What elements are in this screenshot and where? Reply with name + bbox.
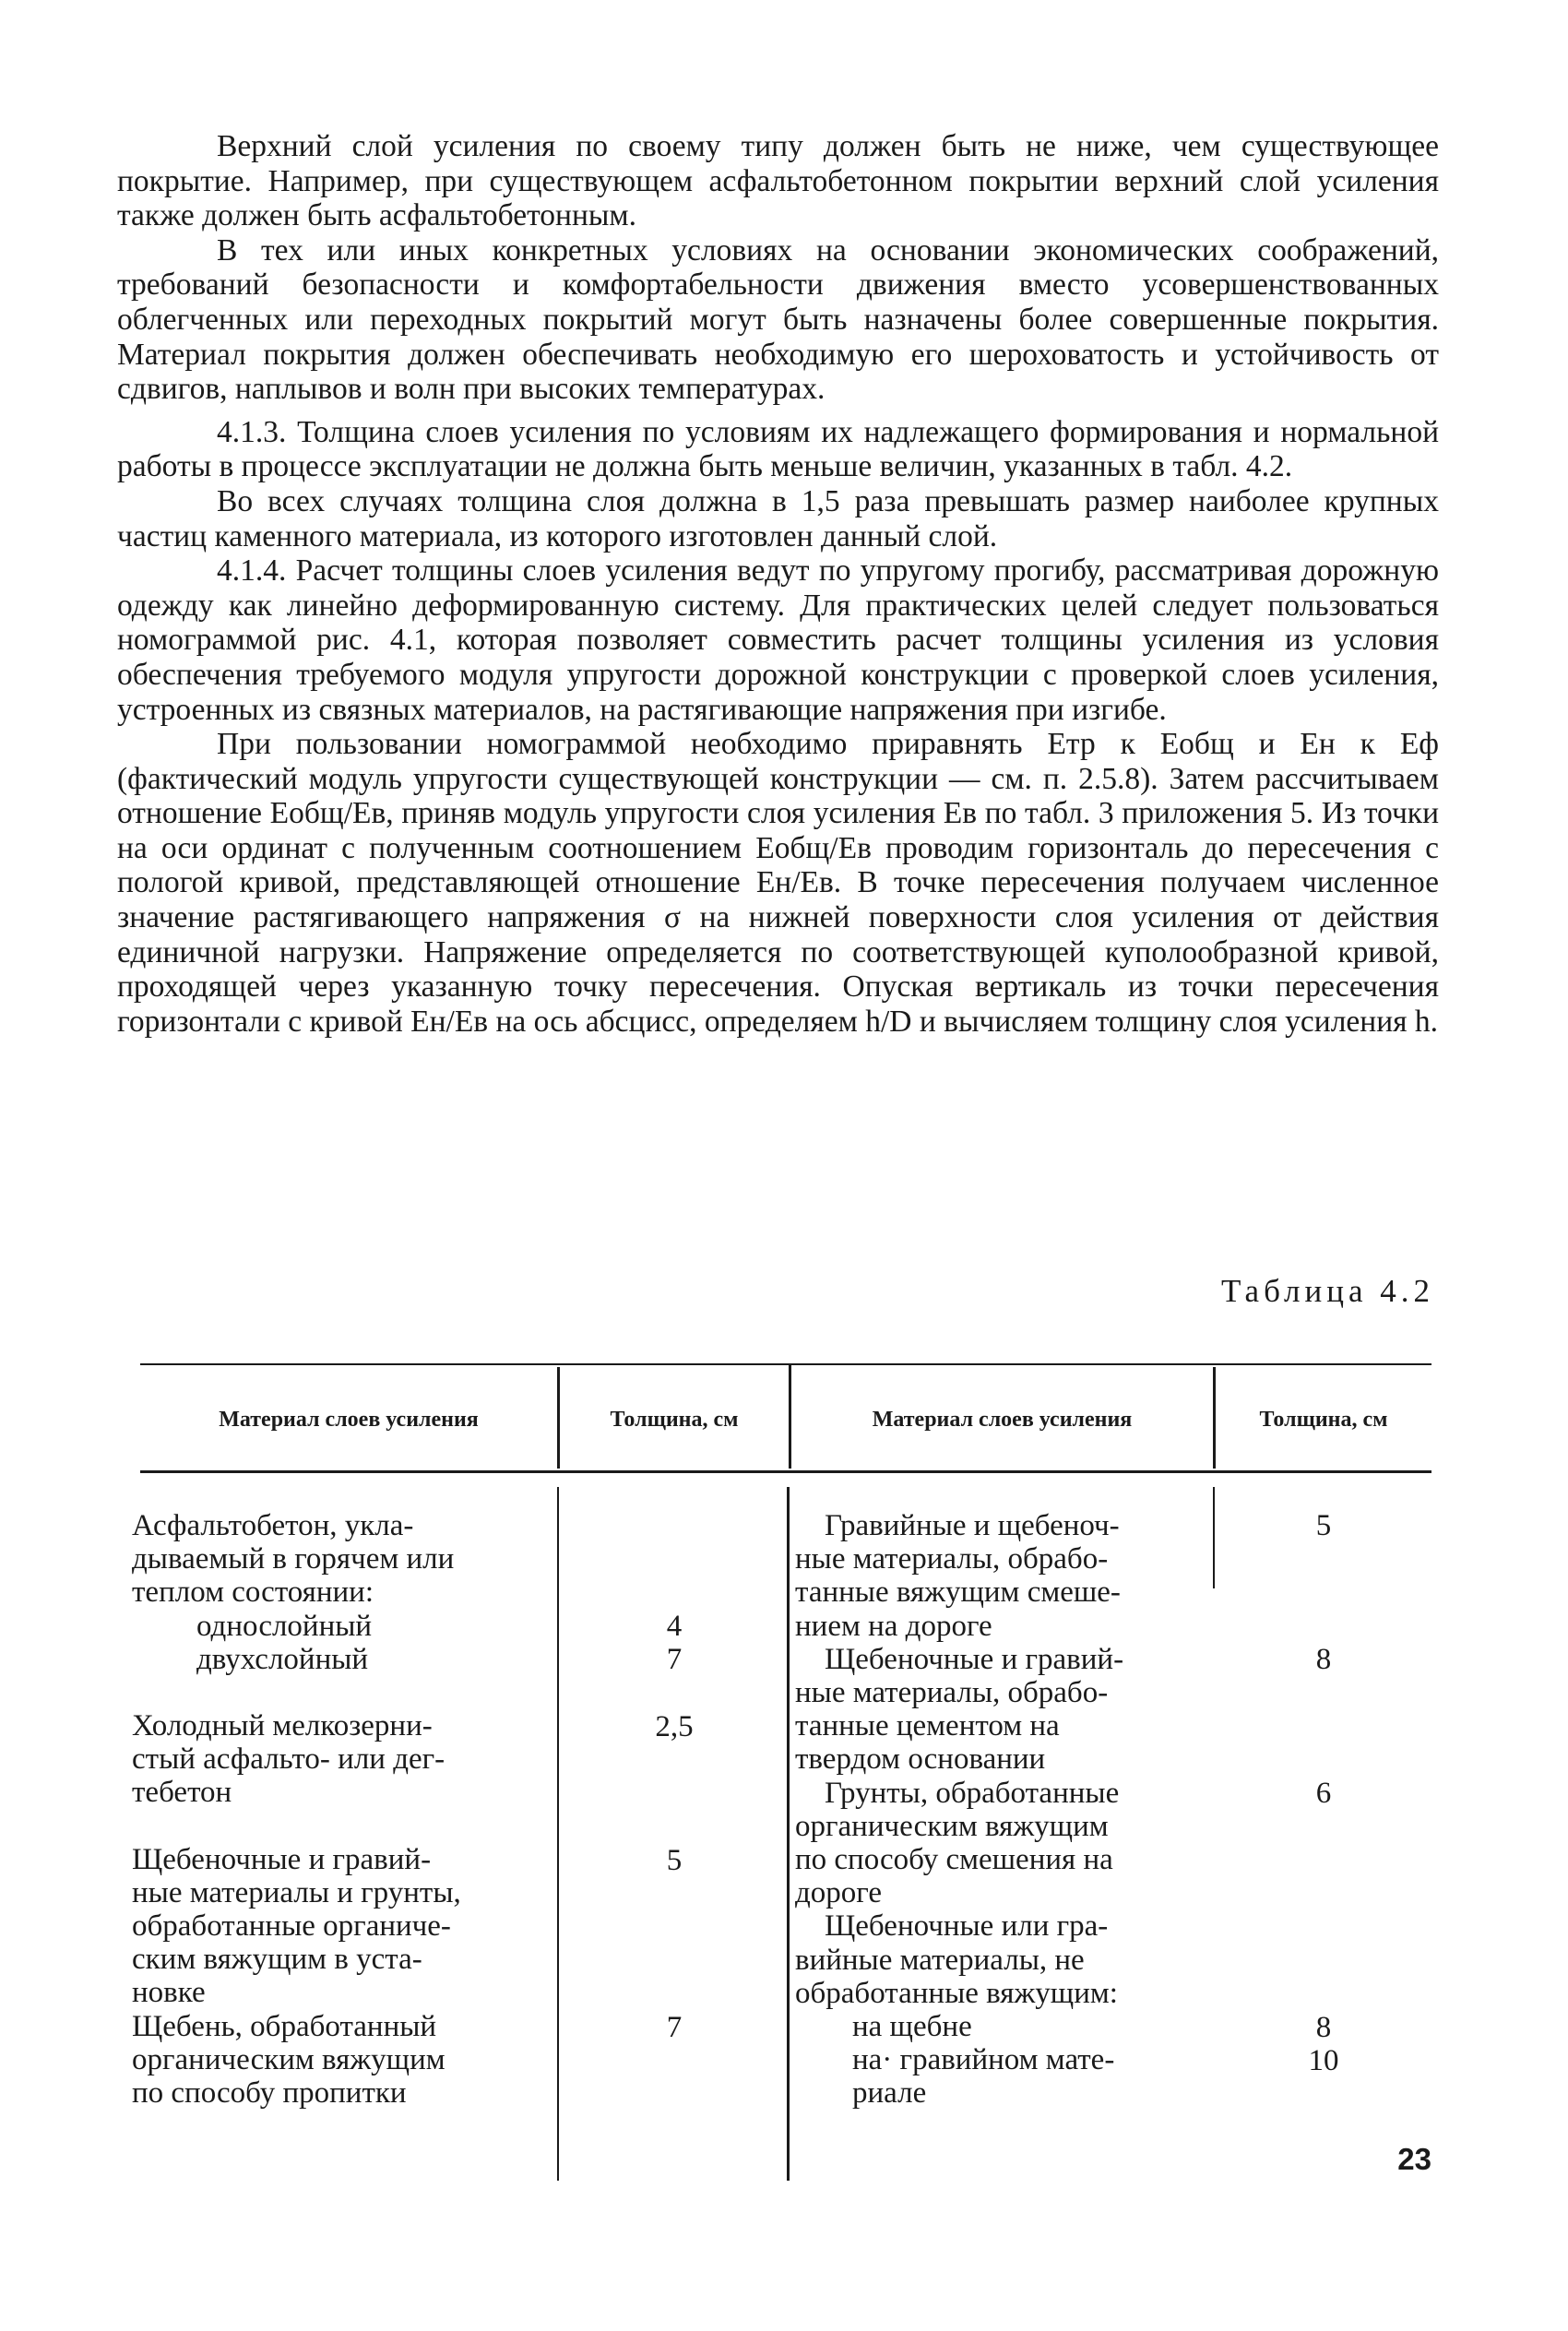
- table-caption: Таблица 4.2: [1221, 1273, 1434, 1309]
- cell-line: Грунты, обработанные: [825, 1776, 1120, 1810]
- page-number: 23: [1397, 2142, 1431, 2176]
- table-divider: [787, 1487, 790, 2181]
- cell-line: дываемый в горячем или: [132, 1542, 455, 1576]
- table-top-rule: [140, 1363, 1431, 1365]
- cell-line: тебетон: [132, 1776, 232, 1810]
- paragraph: При пользовании номограммой необходимо приравнять Eтр к Eобщ и Eн к Eф (фактический модуль упругости существующей конструкции — см. п. 2.5.8). Затем рассчитываем отношение Eобщ/Eв, приняв модуль упругости слоя усиления Eв по табл. 3 приложения 5. Из точки на оси ординат с полученным соотношением Eобщ/Eв проводим горизонталь до пересечения с пологой кривой, представляющей отношение Eн/Eв. В точке пересечения получаем численное значение растягивающего напряжения σ на нижней поверхности слоя усиления от действия единичной нагрузки. Напряжение определяется по соответствующей куполообразной кривой, проходящей через указанную точку пересечения. Опуская вертикаль из точки пересечения горизонтали с кривой Eн/Eв на ось абсцисс, определяем h/D и вычисляем толщину слоя усиления h.: [117, 727, 1439, 1039]
- thickness-value: 6: [1315, 1777, 1332, 1810]
- cell-line: по способу смешения на: [795, 1843, 1113, 1877]
- cell-line: Щебеночные и гравий-: [132, 1842, 432, 1876]
- cell-line: вийные материалы, не: [795, 1943, 1085, 1977]
- cell-line: обработанные вяжущим:: [795, 1976, 1118, 2010]
- cell-line: органическим вяжущим: [795, 1809, 1109, 1843]
- cell-line: танные вяжущим смеше-: [795, 1576, 1121, 1610]
- cell-line: ные материалы и грунты,: [132, 1875, 461, 1909]
- cell-line: по способу пропитки: [132, 2076, 407, 2111]
- cell-line: ные материалы, обрабо-: [795, 1542, 1109, 1576]
- cell-line: на· гравийном мате-: [852, 2043, 1115, 2077]
- table-header-rule: [140, 1470, 1431, 1473]
- thickness-value: 8: [1315, 1643, 1332, 1676]
- paragraph: Во всех случаях толщина слоя должна в 1,5 раза превышать размер наиболее крупных частиц каменного материала, из которого изготовлен данный слой.: [117, 483, 1439, 553]
- cell-line: риале: [852, 2076, 927, 2111]
- cell-line: Гравийные и щебеноч-: [825, 1509, 1120, 1542]
- table-cell-right: [795, 1509, 1194, 2111]
- cell-line: нием на дороге: [795, 1609, 992, 1643]
- paragraph: 4.1.3. Толщина слоев усиления по условиям их надлежащего формирования и нормальной работы в процессе эксплуатации не должна быть меньше величин, указанных в табл. 4.2.: [117, 414, 1439, 484]
- paragraph: Верхний слой усиления по своему типу должен быть не ниже, чем существующее покрытие. Например, при существующем асфальтобетонном покрытии верхний слой усиления также должен быть асфальтобетонным.: [117, 129, 1439, 233]
- paragraph: 4.1.4. Расчет толщины слоев усиления ведут по упругому прогибу, рассматривая дорожную одежду как линейно деформированную систему. Для практических целей следует пользоваться номограммой рис. 4.1, которая позволяет совместить расчет толщины усиления из условия обеспечения требуемого модуля упругости дорожной конструкции с проверкой слоев усиления, устроенных из связных материалов, на растягивающие напряжения при изгибе.: [117, 553, 1439, 727]
- cell-line: на щебне: [852, 2010, 972, 2044]
- table-divider: [557, 1487, 559, 2181]
- paragraph: В тех или иных конкретных условиях на основании экономических соображений, требований безопасности и комфортабельности движения вместо усовершенствованных облегченных или переходных покрытий могут быть назначены более совершенные покрытия. Материал покрытия должен обеспечивать необходимую его шероховатость и устойчивость от сдвигов, наплывов и волн при высоких температурах.: [117, 232, 1439, 407]
- cell-line: Щебень, обработанный: [132, 2009, 437, 2043]
- header-material-left: Материал слоев усиления: [219, 1408, 479, 1432]
- thickness-value: 7: [666, 2011, 683, 2044]
- cell-line: ским вяжущим в уста-: [132, 1943, 422, 1977]
- header-thickness-left: Толщина, см: [610, 1408, 739, 1432]
- body-text: [117, 129, 1439, 1039]
- cell-line: дороге: [795, 1876, 883, 1910]
- cell-line: новке: [132, 1976, 206, 2010]
- thickness-value: 2,5: [655, 1710, 694, 1743]
- cell-line: твердом основании: [795, 1742, 1046, 1777]
- cell-line: Асфальтобетон, укла-: [132, 1509, 414, 1542]
- cell-line: танные цементом на: [795, 1709, 1060, 1743]
- header-material-right: Материал слоев усиления: [872, 1408, 1133, 1432]
- thickness-value: 5: [666, 1844, 683, 1877]
- thickness-value: 7: [666, 1643, 683, 1676]
- cell-line: стый асфальто- или дег-: [132, 1742, 445, 1777]
- cell-line: ные материалы, обрабо-: [795, 1676, 1109, 1710]
- thickness-value: 8: [1315, 2011, 1332, 2044]
- cell-line: органическим вяжущим: [132, 2042, 445, 2076]
- cell-line: обработанные органиче-: [132, 1909, 451, 1944]
- table-cell-left: [132, 1509, 536, 2110]
- thickness-value: 10: [1308, 2044, 1339, 2077]
- thickness-value: 5: [1315, 1509, 1332, 1542]
- cell-line: Щебеночные и гравий-: [825, 1642, 1124, 1676]
- cell-line: теплом состоянии:: [132, 1576, 374, 1610]
- header-thickness-right: Толщина, см: [1259, 1408, 1388, 1432]
- thickness-value: 4: [666, 1610, 683, 1643]
- table-divider: [1213, 1487, 1215, 1588]
- cell-line: однослойный: [196, 1609, 373, 1643]
- cell-line: двухслойный: [196, 1642, 369, 1676]
- cell-line: Щебеночные или гра-: [825, 1909, 1109, 1944]
- cell-line: Холодный мелкозерни-: [132, 1709, 433, 1743]
